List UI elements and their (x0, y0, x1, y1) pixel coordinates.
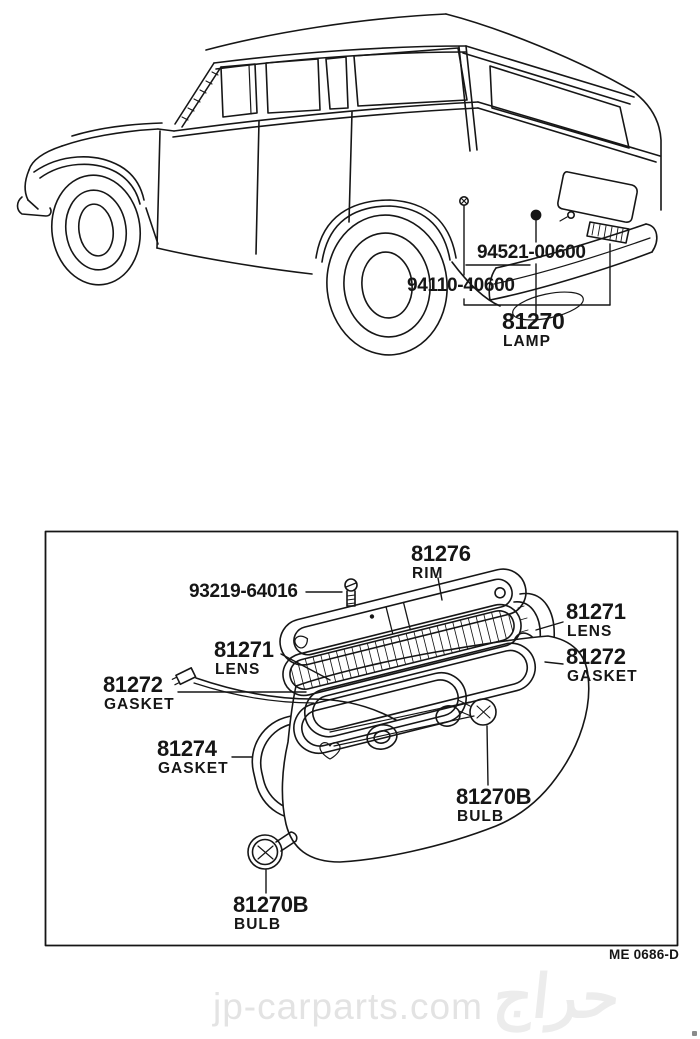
callout-screw-body (407, 276, 515, 296)
part-name: GASKET (567, 667, 638, 685)
part-name: LAMP (503, 332, 551, 350)
part-name: LENS (567, 622, 613, 640)
part-number: 81272 (103, 672, 163, 697)
part-number: 81270 (502, 308, 565, 334)
callout-gasket-right (566, 646, 638, 685)
vehicle-illustration (18, 14, 662, 361)
part-number: 81276 (411, 541, 471, 566)
callout-retainer (477, 243, 586, 263)
part-name: GASKET (104, 695, 175, 713)
callout-lens-left (214, 639, 274, 678)
part-name: GASKET (158, 759, 229, 777)
callout-gasket-outer (157, 738, 229, 777)
callout-rim-screw (189, 582, 298, 602)
callout-lamp-assembly (502, 310, 564, 350)
part-name: BULB (457, 807, 505, 825)
part-number: 81274 (157, 736, 217, 761)
part-number: 81271 (566, 599, 626, 624)
rim-screw (345, 579, 357, 606)
part-number: 94110-40600 (407, 275, 515, 296)
callout-gasket-left (103, 674, 175, 713)
callout-lens-right (566, 601, 626, 640)
screw-fastener (531, 210, 540, 219)
part-number: 81271 (214, 637, 274, 662)
bulb-loose (248, 832, 297, 869)
callout-bulb-loose (233, 894, 308, 933)
callout-rim (411, 543, 471, 582)
watermark-arabic-logo: حراج (490, 963, 624, 1030)
part-number: 94521-00600 (477, 242, 586, 263)
part-number: 81270B (233, 892, 309, 917)
callout-bulb-installed (456, 786, 531, 825)
license-lamp-on-body (560, 212, 629, 243)
watermark-site: jp-carparts.com (213, 986, 483, 1027)
lamp-housing (282, 636, 588, 862)
exploded-diagram (46, 532, 678, 946)
part-name: BULB (234, 915, 282, 933)
part-number: 81270B (456, 784, 532, 809)
drawing-code: ME 0686-D (609, 947, 680, 962)
part-number: 81272 (566, 644, 626, 669)
part-number: 93219-64016 (189, 581, 298, 602)
part-name: RIM (412, 564, 444, 582)
corner-artifact (692, 1031, 697, 1036)
retainer-fastener (460, 197, 468, 205)
part-name: LENS (215, 660, 261, 678)
